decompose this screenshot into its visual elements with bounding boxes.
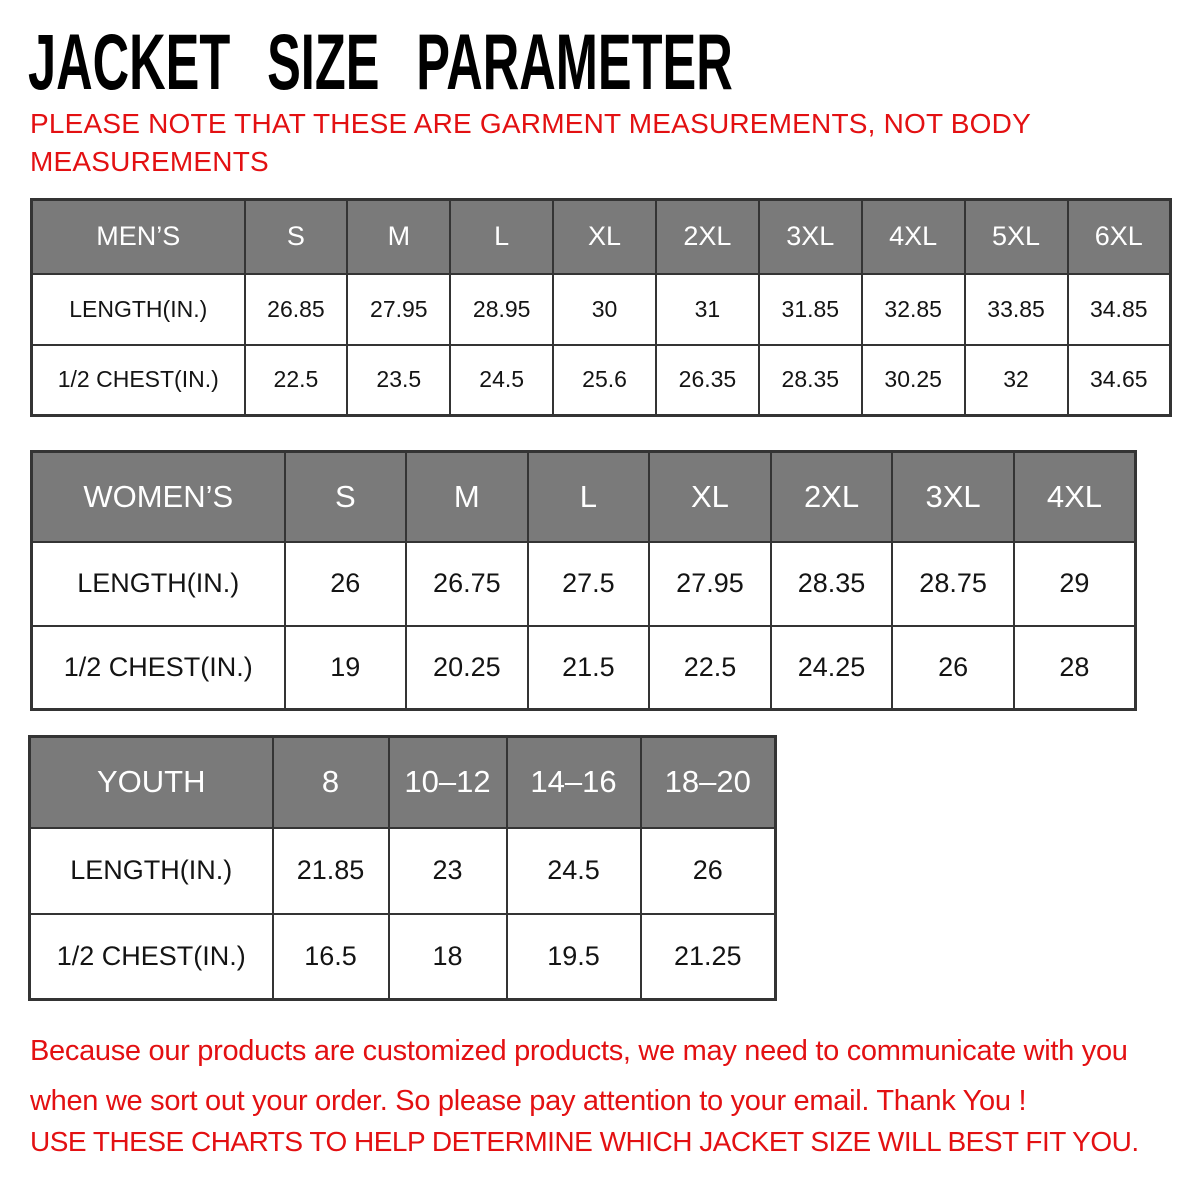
size-value: 26 bbox=[892, 626, 1014, 710]
size-value: 29 bbox=[1014, 542, 1136, 626]
womens-size-table bbox=[30, 450, 1137, 711]
size-value: 28 bbox=[1014, 626, 1136, 710]
column-header: 10–12 bbox=[389, 737, 507, 828]
size-value: 24.5 bbox=[450, 345, 553, 416]
womens-header-row bbox=[32, 452, 1136, 542]
column-header: L bbox=[528, 452, 650, 542]
youth-chest-row bbox=[30, 914, 776, 1000]
note-line: MEASUREMENTS bbox=[30, 146, 269, 177]
size-value: 32 bbox=[965, 345, 1068, 416]
column-header: M bbox=[406, 452, 528, 542]
size-value: 30.25 bbox=[862, 345, 965, 416]
size-value: 22.5 bbox=[245, 345, 348, 416]
table-title-cell: YOUTH bbox=[30, 737, 273, 828]
column-header: 6XL bbox=[1068, 200, 1171, 274]
mens-header-row bbox=[32, 200, 1171, 274]
size-value: 27.5 bbox=[528, 542, 650, 626]
size-value: 28.95 bbox=[450, 274, 553, 345]
size-value: 18 bbox=[389, 914, 507, 1000]
mens-chest-row bbox=[32, 345, 1171, 416]
column-header: M bbox=[347, 200, 450, 274]
mens-size-table bbox=[30, 198, 1172, 417]
size-value: 21.25 bbox=[641, 914, 776, 1000]
size-value: 20.25 bbox=[406, 626, 528, 710]
size-value: 27.95 bbox=[649, 542, 771, 626]
customization-notice bbox=[30, 1026, 1128, 1126]
size-value: 24.5 bbox=[507, 828, 641, 914]
column-header: 3XL bbox=[892, 452, 1014, 542]
column-header: 2XL bbox=[771, 452, 893, 542]
size-value: 19 bbox=[285, 626, 407, 710]
size-value: 31.85 bbox=[759, 274, 862, 345]
youth-header-row bbox=[30, 737, 776, 828]
column-header: 4XL bbox=[1014, 452, 1136, 542]
size-value: 31 bbox=[656, 274, 759, 345]
row-label: 1/2 CHEST(IN.) bbox=[32, 345, 245, 416]
column-header: S bbox=[285, 452, 407, 542]
womens-chest-row bbox=[32, 626, 1136, 710]
size-value: 30 bbox=[553, 274, 656, 345]
size-value: 32.85 bbox=[862, 274, 965, 345]
size-value: 26.85 bbox=[245, 274, 348, 345]
note-line: PLEASE NOTE THAT THESE ARE GARMENT MEASUREMENTS, NOT BODY bbox=[30, 108, 1031, 139]
size-value: 21.5 bbox=[528, 626, 650, 710]
row-label: 1/2 CHEST(IN.) bbox=[30, 914, 273, 1000]
column-header: 14–16 bbox=[507, 737, 641, 828]
chart-usage-note: USE THESE CHARTS TO HELP DETERMINE WHICH JACKET SIZE WILL BEST FIT YOU. bbox=[30, 1126, 1139, 1157]
size-value: 26.75 bbox=[406, 542, 528, 626]
column-header: 18–20 bbox=[641, 737, 776, 828]
table-title-cell: WOMEN’S bbox=[32, 452, 285, 542]
size-value: 26.35 bbox=[656, 345, 759, 416]
size-value: 23.5 bbox=[347, 345, 450, 416]
youth-length-row bbox=[30, 828, 776, 914]
row-label: 1/2 CHEST(IN.) bbox=[32, 626, 285, 710]
notice-line: when we sort out your order. So please pay attention to your email. Thank You ! bbox=[30, 1085, 1027, 1117]
size-value: 26 bbox=[641, 828, 776, 914]
garment-measurement-note bbox=[30, 105, 1031, 181]
size-value: 16.5 bbox=[273, 914, 389, 1000]
column-header: XL bbox=[649, 452, 771, 542]
column-header: S bbox=[245, 200, 348, 274]
table-title-cell: MEN’S bbox=[32, 200, 245, 274]
size-value: 25.6 bbox=[553, 345, 656, 416]
size-value: 28.75 bbox=[892, 542, 1014, 626]
size-value: 24.25 bbox=[771, 626, 893, 710]
row-label: LENGTH(IN.) bbox=[30, 828, 273, 914]
size-value: 22.5 bbox=[649, 626, 771, 710]
size-value: 21.85 bbox=[273, 828, 389, 914]
size-value: 19.5 bbox=[507, 914, 641, 1000]
size-value: 34.85 bbox=[1068, 274, 1171, 345]
column-header: 8 bbox=[273, 737, 389, 828]
page-title: JACKET SIZE PARAMETER bbox=[28, 17, 733, 106]
womens-length-row bbox=[32, 542, 1136, 626]
size-value: 23 bbox=[389, 828, 507, 914]
notice-line: Because our products are customized products, we may need to communicate with you bbox=[30, 1035, 1128, 1067]
column-header: 4XL bbox=[862, 200, 965, 274]
column-header: XL bbox=[553, 200, 656, 274]
size-value: 26 bbox=[285, 542, 407, 626]
size-value: 27.95 bbox=[347, 274, 450, 345]
size-value: 28.35 bbox=[771, 542, 893, 626]
size-value: 34.65 bbox=[1068, 345, 1171, 416]
size-value: 33.85 bbox=[965, 274, 1068, 345]
row-label: LENGTH(IN.) bbox=[32, 542, 285, 626]
column-header: 5XL bbox=[965, 200, 1068, 274]
column-header: L bbox=[450, 200, 553, 274]
row-label: LENGTH(IN.) bbox=[32, 274, 245, 345]
column-header: 3XL bbox=[759, 200, 862, 274]
column-header: 2XL bbox=[656, 200, 759, 274]
size-value: 28.35 bbox=[759, 345, 862, 416]
mens-length-row bbox=[32, 274, 1171, 345]
youth-size-table bbox=[28, 735, 777, 1001]
